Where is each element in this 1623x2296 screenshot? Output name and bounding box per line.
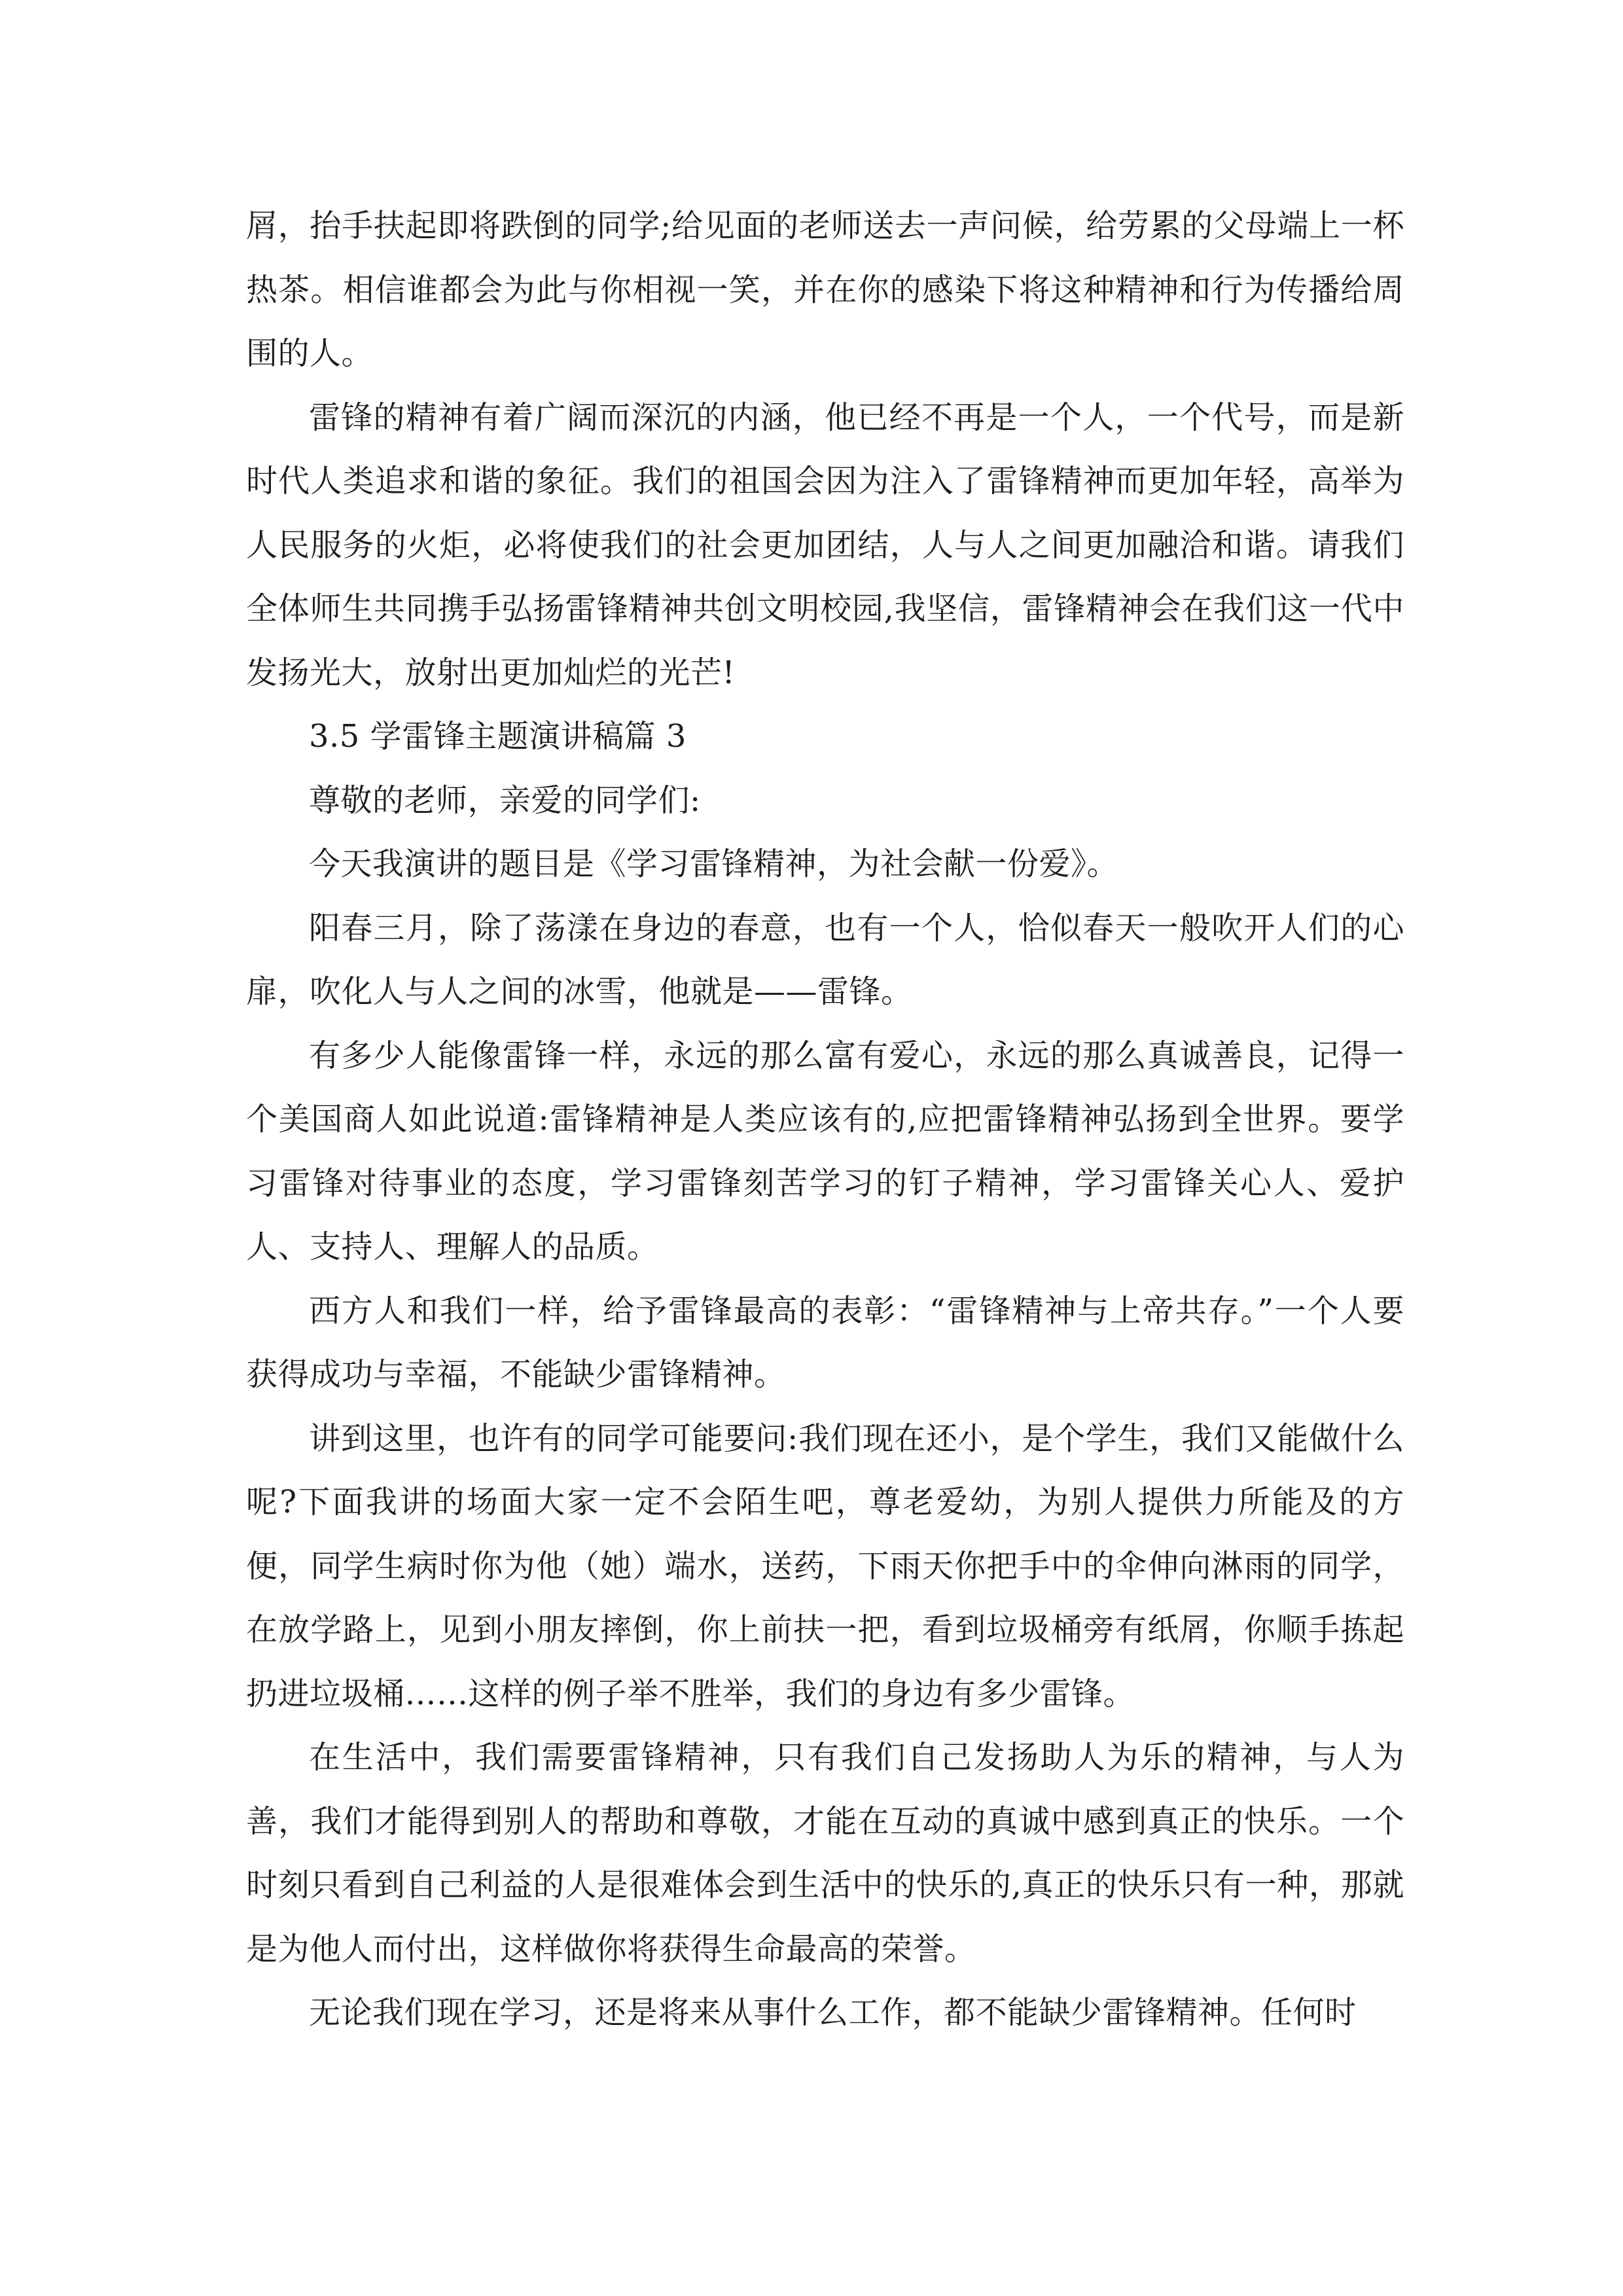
paragraph-spring: 阳春三月，除了荡漾在身边的春意，也有一个人，恰似春天一般吹开人们的心扉，吹化人与人之间的冰雪，他就是——雷锋。 [246, 909, 1404, 1010]
paragraph-continuation: 屑，抬手扶起即将跌倒的同学;给见面的老师送去一声问候，给劳累的父母端上一杯热茶。相信谁都会为此与你相视一笑，并在你的感染下将这种精神和行为传播给周围的人。 [246, 207, 1404, 372]
paragraph-how-many: 有多少人能像雷锋一样，永远的那么富有爱心，永远的那么真诚善良，记得一个美国商人如此说道:雷锋精神是人类应该有的,应把雷锋精神弘扬到全世界。要学习雷锋对待事业的态度，学习雷锋刻苦学习的钉子精神，学习雷锋关心人、爱护人、支持人、理解人的品质。 [246, 1037, 1404, 1265]
body-text [246, 194, 1404, 2045]
section-heading: 3.5 学雷锋主题演讲稿篇 3 [309, 718, 687, 755]
paragraph-life: 在生活中，我们需要雷锋精神，只有我们自己发扬助人为乐的精神，与人为善，我们才能得到别人的帮助和尊敬，才能在互动的真诚中感到真正的快乐。一个时刻只看到自己利益的人是很难体会到生活中的快乐的,真正的快乐只有一种，那就是为他人而付出，这样做你将获得生命最高的荣誉。 [246, 1739, 1404, 1967]
paragraph-lei-feng-spirit: 雷锋的精神有着广阔而深沉的内涵，他已经不再是一个人，一个代号，而是新时代人类追求和谐的象征。我们的祖国会因为注入了雷锋精神而更加年轻，高举为人民服务的火炬，必将使我们的社会更加团结，人与人之间更加融洽和谐。请我们全体师生共同携手弘扬雷锋精神共创文明校园,我坚信，雷锋精神会在我们这一代中发扬光大，放射出更加灿烂的光芒! [246, 399, 1404, 691]
paragraph-western: 西方人和我们一样，给予雷锋最高的表彰：“雷锋精神与上帝共存。”一个人要获得成功与幸福，不能缺少雷锋精神。 [246, 1292, 1404, 1393]
speech-title-line: 今天我演讲的题目是《学习雷锋精神，为社会献一份爱》。 [309, 846, 1119, 882]
paragraph-students: 讲到这里，也许有的同学可能要问:我们现在还小，是个学生，我们又能做什么呢?下面我讲的场面大家一定不会陌生吧，尊老爱幼，为别人提供力所能及的方便，同学生病时你为他（她）端水，送药，下雨天你把手中的伞伸向淋雨的同学，在放学路上，见到小朋友摔倒，你上前扶一把，看到垃圾桶旁有纸屑，你顺手拣起扔进垃圾桶……这样的例子举不胜举，我们的身边有多少雷锋。 [246, 1420, 1404, 1712]
salutation: 尊敬的老师，亲爱的同学们: [309, 781, 701, 819]
paragraph-work: 无论我们现在学习，还是将来从事什么工作，都不能缺少雷锋精神。任何时 [309, 1994, 1357, 2031]
